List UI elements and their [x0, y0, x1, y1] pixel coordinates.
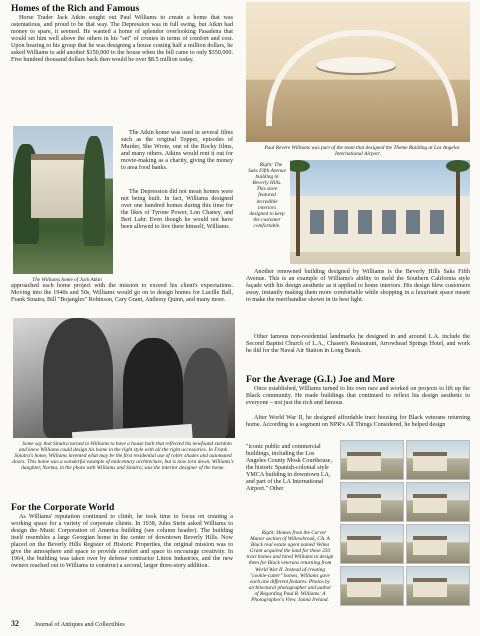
photo-carver-3: [340, 482, 404, 522]
heading-corporate-world: For the Corporate World: [11, 502, 115, 513]
photo-carver-4: [406, 482, 470, 522]
paragraph-depression-cont: approached each home project with the mission to exceed his client's expectations. Moving into the 1940s and 50s, Williams would go on to design homes for Lucille Ball, Frank Sinatra, Bill "Bojangles" Robinson, Cary Grant, Anthony Quinn, and many more.: [11, 283, 233, 304]
photo-williams-sinatra: [13, 318, 235, 438]
paragraph-saks-1: Another renowned building designed by Williams is the Beverly Hills Saks Fifth Avenue. This is an example of Williams's ability to meld the Southern California style façade with his design aesthetic as it applied to home interiors. His design blew customers away, instantly making them more comfortable while shopping in a luxuriant space meant to make the merchandise shown in its best light.: [246, 269, 470, 304]
paragraph-gi-1: Once established, Williams turned to his own race and worked on projects to lift up the Black community. He made buildings that continued to reflect his design aesthetic to everyone – not just the rich and famous.: [246, 386, 470, 407]
photo-saks-building: [290, 160, 470, 264]
paragraph-depression: The Depression did not mean homes were not being built. In fact, Williams designed over one hundred homes during this time for the likes of Tyrone Power, Lon Chaney, and Bert Lahr. Even though he would not have been allowed to live there himself, Williams: [121, 189, 233, 231]
paragraph-gi-3: "iconic public and commercial buildings, including the Los Angeles County Mosk Courthouse, the historic Spanish-colonial style YMCA building in downtown LA, and part of the LA International Airport." Other: [246, 444, 332, 493]
paragraph-corporate: As Williams' reputation continued to climb, he took time to focus on creating a working space for a variety of corporate clients. In 1938, Jules Stein asked Williams to design the Music Corporation of America building (see column header). The building itself resembles a large Georgian home in the center of downtown Beverly Hills. Now placed on the Beverly Hills Register of Historic Properties, the original mission was to give the atmosphere and space to provide comfort and space to encourage creativity. In 1964, the building was taken over by defense contractor Litton Industries, and the new owners reached out to Williams to construct a second, larger three-story addition.: [11, 514, 233, 570]
journal-title: Journal of Antiques and Collectibles: [34, 621, 125, 628]
paragraph-atkin-2: The Atkin home was used in several films such as the original Topper, episodes of Murder, She Wrote, one of the Rocky films, and many others. Atkins would rent it out for movie-making as a charity, giving the money to area food banks.: [121, 130, 233, 172]
paragraph-atkin-1: Horse Trader Jack Atkin sought out Paul Williams to create a home that was ostentatious, and proud to be that way. The Depression was in full swing, but Atkin had money to spare, it seemed. He wanted a home of splendor overlooking Pasadena that would set him well above the others in his "set" of cronies in terms of comfort and cost. Upon bearing to his group that he was designing a house costing half a million dollars, he asked Williams to add another $150,000 to the house when the bill came to only $350,000. Five hundred thousand dollars back then would be over $8.5 million today.: [11, 15, 233, 64]
photo-carver-8: [406, 566, 470, 606]
photo-carver-6: [406, 524, 470, 564]
photo-atkin-home: [13, 126, 113, 274]
photo-carver-7: [340, 566, 404, 606]
caption-atkin-home: The Williams home of Jack Atkin: [32, 277, 102, 283]
heading-gi-joe: For the Average (G.I.) Joe and More: [246, 374, 395, 385]
page-number: 32: [11, 619, 19, 628]
caption-carver-manor: Right: Homes from the Carver Manor section of Willowbrook, CA. A Black real estate agent named Velma Grant acquired the land for these 250 tract homes and hired Williams to design them for Black veterans returning from World War II. Instead of creating "cookie-cutter" homes, Williams gave each one different features. Photos by architectural photographer and author of Regarding Paul R. Williams: A Photographer's View, Janna Ireland.: [246, 530, 334, 604]
photo-theme-building: [246, 2, 470, 142]
caption-sinatra: Some say that Sinatra turned to Williams to have a house built that reflected his newfound stardom and knew Williams could design his home in the right style with all the right accessories. In Frank Sinatra's home, Williams invented what may be the first residential use of roller shades and automated doors. This home was a wonderful example of midcentury architecture, but is now torn down. Williams's daughter, Norma, in the photo with Williams and Sinatra, was the interior designer of the home.: [12, 441, 234, 472]
page-footer: [11, 619, 125, 628]
heading-homes-rich-famous: Homes of the Rich and Famous: [11, 3, 140, 14]
paragraph-saks-2: Other famous non-residential landmarks he designed in and around L.A. include the Second Baptist Church of L.A., Chasen's Restaurant, Arrowhead Springs Hotel, and work he did for the Naval Air Station in Long Beach.: [246, 334, 470, 355]
paragraph-gi-2: After World War II, he designed affordable tract housing for Black veterans returning home. According to a segment on NPR's All Things Considered, he helped design: [246, 415, 470, 429]
photo-carver-5: [340, 524, 404, 564]
caption-theme-building: Paul Revere Williams was part of the team that designed the Theme Building at Los Angeles International Airport.: [264, 145, 460, 158]
photo-carver-1: [340, 440, 404, 480]
photo-carver-2: [406, 440, 470, 480]
caption-saks: Right: The Saks Fifth Avenue building in Beverly Hills. This store featured incredible interiors designed to keep the customer comfortable.: [248, 162, 286, 229]
